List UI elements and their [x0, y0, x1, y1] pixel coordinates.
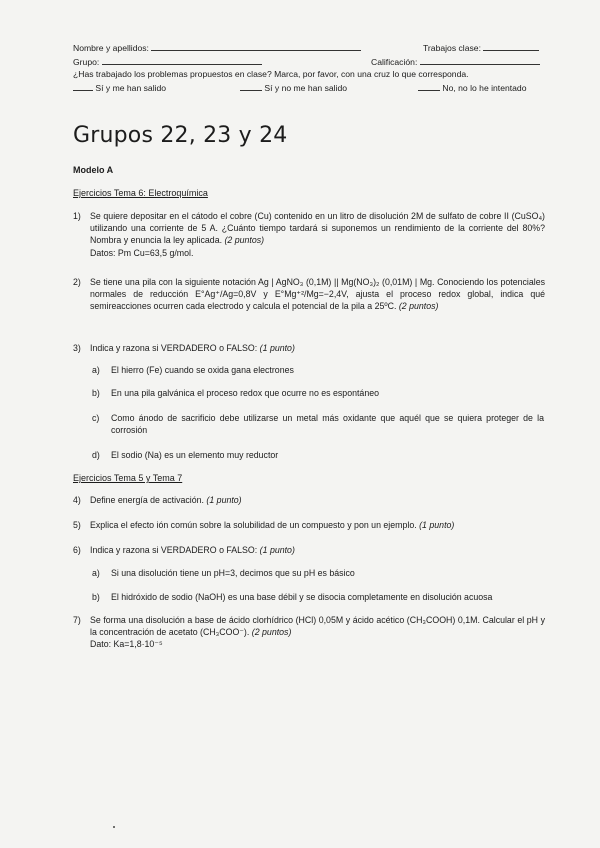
item-letter: c): [92, 413, 100, 423]
question-text: Se forma una disolución a base de ácido clorhídrico (HCl) 0,05M y ácido acético (CH₃COOH) 0,1M. Calcular el pH y la concentración de acetato (CH₃COO⁻).: [90, 615, 545, 638]
grade-field[interactable]: [420, 56, 540, 65]
item-text: Si una disolución tiene un pH=3, decimos que su pH es básico: [111, 568, 355, 578]
question-text: Se quiere depositar en el cátodo el cobre (Cu) contenido en un litro de disolución 2M de sulfato de cobre II (CuSO₄) utilizando una corriente de 5 A. ¿Cuánto tiempo tardará si suponemos un rendimiento de la corriente del 80%? Nombra y enuncia la ley aplicada.: [90, 211, 545, 246]
item-letter: a): [92, 568, 100, 578]
item-letter: a): [92, 365, 100, 375]
item-letter: d): [92, 450, 100, 460]
question-points: (1 punto): [206, 495, 242, 505]
section-title-electrochemistry: Ejercicios Tema 6: Electroquímica: [73, 188, 208, 198]
page-title: Grupos 22, 23 y 24: [73, 123, 288, 148]
work-field[interactable]: [483, 42, 539, 51]
question-points: (2 puntos): [224, 235, 265, 246]
item-text: El hierro (Fe) cuando se oxida gana electrones: [111, 365, 294, 375]
option-2-label: Sí y no me han salido: [264, 83, 348, 93]
grade-row: [371, 56, 540, 68]
work-row: [423, 42, 539, 54]
question-6-item-b: [92, 591, 544, 603]
question-points: (2 puntos): [398, 301, 439, 312]
question-3: [73, 342, 545, 354]
question-text: Indica y razona si VERDADERO o FALSO:: [90, 545, 258, 555]
option-1-checkbox[interactable]: [73, 82, 93, 91]
question-text: Se tiene una pila con la siguiente notación Ag | AgNO₃ (0,1M) || Mg(NO₃)₂ (0,01M) | Mg. Conociendo los potenciales normales de reducción E°Ag⁺/Ag=0,8V y E°Mg⁺²/Mg=−2,4V, ajusta el proceso redox global, indica qué semireacciones ocurren cada electrodo y calcula el potencial de la pila a 25ºC.: [90, 277, 545, 312]
question-text: Explica el efecto ión común sobre la solubilidad de un compuesto y pon un ejemplo.: [90, 520, 417, 530]
question-6-item-a: [92, 567, 544, 579]
question-number: 7): [73, 615, 81, 625]
section-title-topics-5-7: Ejercicios Tema 5 y Tema 7: [73, 473, 183, 483]
question-data: Dato: Ka=1,8·10⁻⁵: [90, 639, 163, 650]
item-text: En una pila galvánica el proceso redox que ocurre no es espontáneo: [111, 388, 380, 398]
item-text: El hidróxido de sodio (NaOH) es una base débil y se disocia completamente en disolución acuosa: [111, 592, 493, 602]
question-number: 5): [73, 520, 81, 530]
name-row: [73, 42, 361, 54]
work-question: ¿Has trabajado los problemas propuestos en clase? Marca, por favor, con una cruz lo que corresponda.: [73, 69, 469, 79]
item-letter: b): [92, 388, 100, 398]
question-data: Datos: Pm Cu=63,5 g/mol.: [90, 247, 194, 258]
name-label: Nombre y apellidos:: [73, 43, 149, 53]
question-points: (2 puntos): [251, 627, 292, 638]
question-number: 6): [73, 545, 81, 555]
name-field[interactable]: [151, 42, 361, 51]
option-1-row: [73, 82, 166, 94]
option-1-label: Sí y me han salido: [95, 83, 167, 93]
question-number: 3): [73, 343, 81, 353]
option-3-checkbox[interactable]: [418, 82, 440, 91]
question-number: 1): [73, 211, 81, 221]
option-2-checkbox[interactable]: [240, 82, 262, 91]
grade-label: Calificación:: [371, 57, 418, 67]
scan-speck: [113, 826, 115, 828]
question-3-item-a: [92, 364, 544, 376]
question-text: Define energía de activación.: [90, 495, 204, 505]
question-7: [73, 614, 545, 651]
question-3-item-b: [92, 387, 544, 399]
option-3-row: [418, 82, 526, 94]
question-number: 4): [73, 495, 81, 505]
group-label: Grupo:: [73, 57, 100, 67]
question-3-item-c: [92, 412, 544, 436]
item-letter: b): [92, 592, 100, 602]
question-number: 2): [73, 277, 81, 287]
item-text: Como ánodo de sacrificio debe utilizarse un metal más oxidante que aquél que se quiera proteger de la corrosión: [111, 413, 544, 436]
question-2: [73, 276, 545, 313]
question-4: [73, 494, 545, 506]
question-points: (1 punto): [259, 343, 295, 353]
question-3-item-d: [92, 449, 544, 461]
group-field[interactable]: [102, 56, 262, 65]
model-label: Modelo A: [73, 165, 114, 175]
option-2-row: [240, 82, 347, 94]
question-1: [73, 210, 545, 259]
work-label: Trabajos clase:: [423, 43, 481, 53]
question-6: [73, 544, 545, 556]
item-text: El sodio (Na) es un elemento muy reductor: [111, 450, 279, 460]
group-row: [73, 56, 262, 68]
option-3-label: No, no lo he intentado: [442, 83, 527, 93]
question-5: [73, 519, 545, 531]
question-points: (1 punto): [419, 520, 455, 530]
question-text: Indica y razona si VERDADERO o FALSO:: [90, 343, 258, 353]
question-points: (1 punto): [259, 545, 295, 555]
